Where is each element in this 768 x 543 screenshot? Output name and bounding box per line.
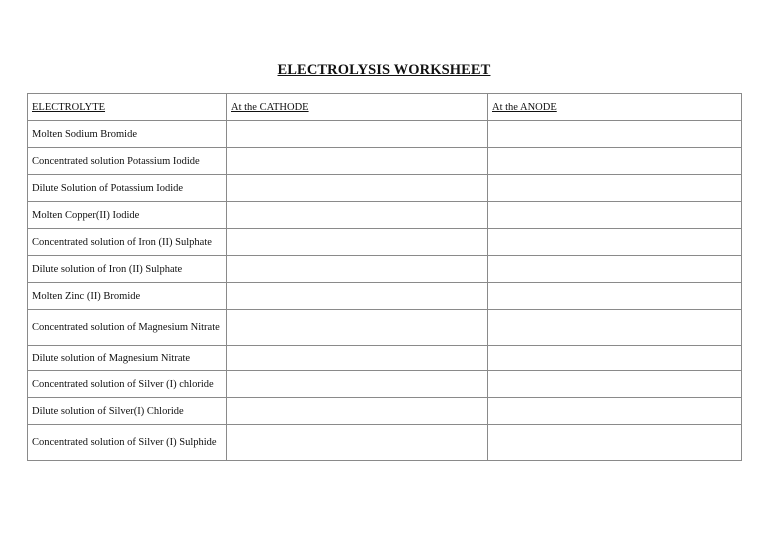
cathode-answer-cell[interactable] <box>227 202 488 229</box>
electrolyte-cell: Dilute solution of Silver(I) Chloride <box>28 398 227 425</box>
electrolyte-cell: Concentrated solution of Magnesium Nitrate <box>28 310 227 346</box>
cathode-answer-cell[interactable] <box>227 283 488 310</box>
anode-answer-cell[interactable] <box>488 371 742 398</box>
cathode-answer-cell[interactable] <box>227 371 488 398</box>
electrolyte-cell: Dilute solution of Iron (II) Sulphate <box>28 256 227 283</box>
electrolyte-cell: Dilute Solution of Potassium Iodide <box>28 175 227 202</box>
anode-answer-cell[interactable] <box>488 346 742 371</box>
table-row <box>28 425 742 461</box>
table-row <box>28 121 742 148</box>
table-row <box>28 202 742 229</box>
cathode-answer-cell[interactable] <box>227 229 488 256</box>
table-row <box>28 398 742 425</box>
table-row <box>28 148 742 175</box>
anode-answer-cell[interactable] <box>488 310 742 346</box>
table-row <box>28 346 742 371</box>
anode-answer-cell[interactable] <box>488 148 742 175</box>
anode-answer-cell[interactable] <box>488 256 742 283</box>
electrolyte-cell: Molten Sodium Bromide <box>28 121 227 148</box>
anode-answer-cell[interactable] <box>488 398 742 425</box>
anode-answer-cell[interactable] <box>488 202 742 229</box>
cathode-answer-cell[interactable] <box>227 346 488 371</box>
electrolyte-cell: Concentrated solution of Silver (I) chloride <box>28 371 227 398</box>
header-cathode: At the CATHODE <box>227 94 488 121</box>
anode-answer-cell[interactable] <box>488 425 742 461</box>
cathode-answer-cell[interactable] <box>227 121 488 148</box>
header-electrolyte: ELECTROLYTE <box>28 94 227 121</box>
table-row <box>28 175 742 202</box>
header-row <box>28 94 742 121</box>
cathode-answer-cell[interactable] <box>227 310 488 346</box>
cathode-answer-cell[interactable] <box>227 256 488 283</box>
electrolyte-cell: Dilute solution of Magnesium Nitrate <box>28 346 227 371</box>
cathode-answer-cell[interactable] <box>227 175 488 202</box>
anode-answer-cell[interactable] <box>488 283 742 310</box>
electrolyte-cell: Molten Zinc (II) Bromide <box>28 283 227 310</box>
header-anode: At the ANODE <box>488 94 742 121</box>
electrolyte-cell: Molten Copper(II) Iodide <box>28 202 227 229</box>
cathode-answer-cell[interactable] <box>227 425 488 461</box>
worksheet-table <box>27 93 742 461</box>
electrolyte-cell: Concentrated solution Potassium Iodide <box>28 148 227 175</box>
table-row <box>28 283 742 310</box>
table-row <box>28 229 742 256</box>
table-row <box>28 310 742 346</box>
cathode-answer-cell[interactable] <box>227 398 488 425</box>
anode-answer-cell[interactable] <box>488 121 742 148</box>
table-row <box>28 256 742 283</box>
worksheet-title: ELECTROLYSIS WORKSHEET <box>277 62 491 78</box>
anode-answer-cell[interactable] <box>488 175 742 202</box>
electrolyte-cell: Concentrated solution of Iron (II) Sulphate <box>28 229 227 256</box>
table-row <box>28 371 742 398</box>
cathode-answer-cell[interactable] <box>227 148 488 175</box>
electrolyte-cell: Concentrated solution of Silver (I) Sulphide <box>28 425 227 461</box>
anode-answer-cell[interactable] <box>488 229 742 256</box>
